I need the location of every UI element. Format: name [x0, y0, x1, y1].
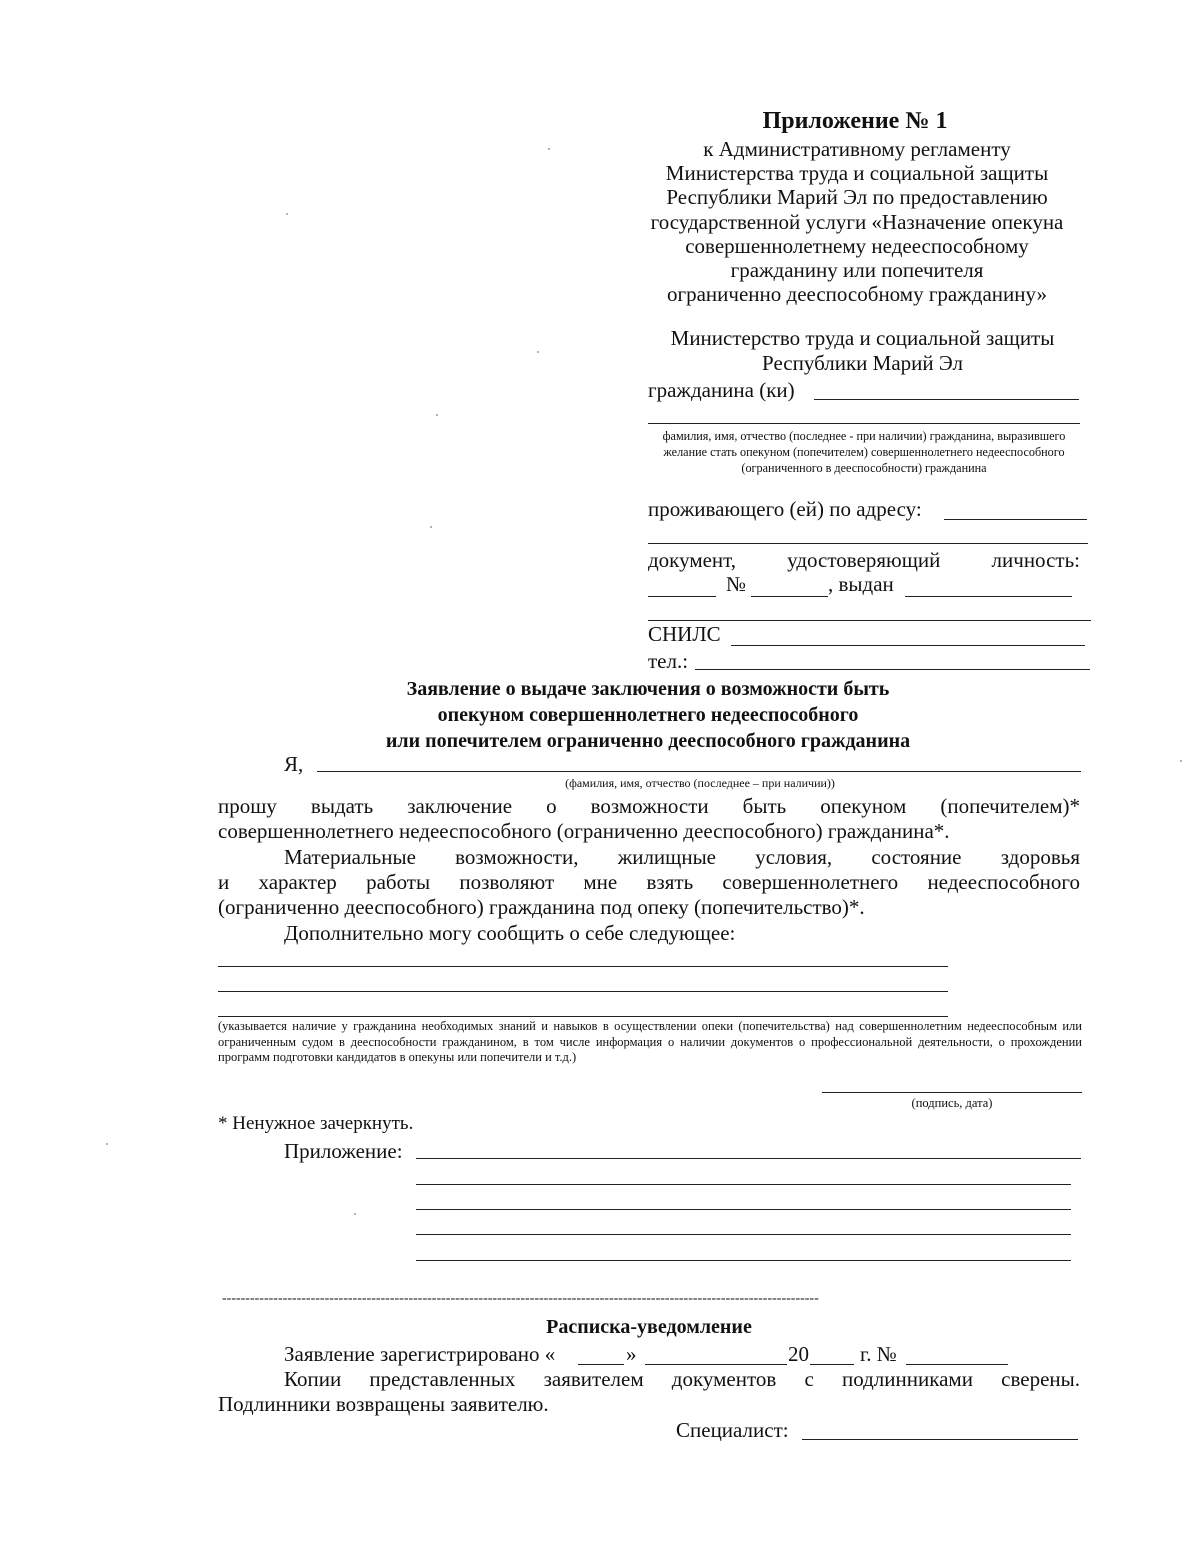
id-document-extra-field[interactable] — [648, 620, 1091, 621]
request-paragraph — [218, 794, 1080, 844]
attachment-field-1[interactable] — [416, 1158, 1081, 1159]
appendix-line: Министерства труда и социальной защиты — [665, 161, 1049, 186]
statement-title-line: Заявление о выдаче заключения о возможности быть — [406, 678, 890, 700]
signature-field[interactable] — [822, 1092, 1082, 1093]
statement-title — [218, 676, 1078, 754]
scan-speck — [537, 351, 539, 353]
appendix-title: Приложение № 1 — [762, 108, 948, 134]
address-label: проживающего (ей) по адресу: — [648, 497, 922, 521]
applicant-name-field[interactable] — [317, 771, 1081, 772]
registration-day-field[interactable] — [578, 1364, 624, 1365]
snils-field[interactable] — [731, 645, 1085, 646]
citizen-hint: фамилия, имя, отчество (последнее - при наличии) гражданина, выразившего желание стать опекуном (попечителем) совершеннолетнего недееспособного (ограниченного в дееспособности) гражданина — [662, 429, 1066, 475]
phone-field[interactable] — [695, 669, 1090, 670]
scan-speck — [548, 148, 550, 150]
attachment-label: Приложение: — [284, 1139, 403, 1163]
attachment-field-2[interactable] — [416, 1184, 1071, 1185]
address-field-2[interactable] — [648, 543, 1088, 544]
additional-info-label: Дополнительно могу сообщить о себе следующее: — [284, 921, 736, 945]
address-field[interactable] — [944, 519, 1087, 520]
statement-title-line: или попечителем ограниченно дееспособного гражданина — [385, 730, 911, 752]
ministry-line: Министерство труда и социальной защиты — [670, 326, 1055, 350]
attachment-field-5[interactable] — [416, 1260, 1071, 1261]
request-line: совершеннолетнего недееспособного (ограниченно дееспособного) гражданина*. — [218, 819, 950, 843]
id-document-issued-label: , выдан — [828, 572, 894, 596]
receipt-title: Расписка-уведомление — [546, 1316, 752, 1338]
citizen-label: гражданина (ки) — [648, 378, 795, 402]
signature-hint: (подпись, дата) — [911, 1096, 993, 1110]
copies-paragraph — [218, 1367, 1080, 1417]
citizen-name-field[interactable] — [814, 399, 1079, 400]
material-paragraph — [218, 845, 1080, 920]
scan-speck — [430, 526, 432, 528]
material-line: (ограниченно дееспособного) гражданина под опеку (попечительство)*. — [218, 895, 865, 919]
snils-label: СНИЛС — [648, 622, 721, 646]
id-document-label: документ, удостоверяющий личность: — [648, 548, 1080, 572]
appendix-line: государственной услуги «Назначение опекуна — [650, 209, 1064, 234]
registration-prefix: Заявление зарегистрировано « — [284, 1342, 556, 1366]
appendix-line: к Административному регламенту — [703, 137, 1011, 161]
applicant-name-hint: (фамилия, имя, отчество (последнее – при наличии)) — [565, 776, 835, 790]
scan-speck — [106, 1143, 108, 1145]
copies-line: Подлинники возвращены заявителю. — [218, 1392, 549, 1416]
registration-line — [284, 1342, 555, 1367]
cut-line-separator: -------------------------------------------------------------------------------------------------------------------------------- — [222, 1294, 819, 1304]
appendix-line: совершеннолетнему недееспособному — [685, 233, 1029, 258]
material-line: Материальные возможности, жилищные условия, состояние здоровья — [284, 845, 1080, 869]
scan-speck — [436, 414, 438, 416]
id-document-issued-field[interactable] — [905, 596, 1072, 597]
registration-year-prefix: 20 — [788, 1342, 809, 1366]
registration-month-field[interactable] — [645, 1364, 787, 1365]
ministry-line: Республики Марий Эл — [762, 351, 963, 375]
scan-speck — [1180, 760, 1182, 762]
attachment-field-3[interactable] — [416, 1209, 1071, 1210]
scan-speck — [286, 213, 288, 215]
registration-number-label: г. № — [860, 1342, 897, 1366]
citizen-name-field-2[interactable] — [648, 423, 1080, 424]
id-document-number-label: № — [726, 572, 747, 596]
additional-info-hint: (указывается наличие у гражданина необходимых знаний и навыков в осуществлении опеки (попечительства) над совершеннолетним недееспособным или ограниченным судом в дееспособности гражданином, в том числе информация о наличии документов о профессиональной деятельности, о прохождении программ подготовки кандидатов в опекуны или попечители и т.д.) — [218, 1019, 1082, 1064]
registration-year-field[interactable] — [810, 1364, 854, 1365]
phone-label: тел.: — [648, 649, 689, 673]
appendix-line: гражданину или попечителя — [730, 258, 984, 283]
appendix-line: Республики Марий Эл по предоставлению — [666, 185, 1048, 210]
footnote: * Ненужное зачеркнуть. — [218, 1113, 414, 1134]
specialist-label: Специалист: — [676, 1418, 789, 1442]
applicant-label: Я, — [284, 752, 304, 776]
appendix-line: ограниченно дееспособному гражданину» — [666, 282, 1048, 307]
registration-number-field[interactable] — [906, 1364, 1008, 1365]
additional-info-field-1[interactable] — [218, 966, 948, 967]
additional-info-field-2[interactable] — [218, 991, 948, 992]
registration-quote-close: » — [626, 1342, 637, 1366]
attachment-field-4[interactable] — [416, 1234, 1071, 1235]
copies-line: Копии представленных заявителем документов с подлинниками сверены. — [284, 1367, 1080, 1391]
material-line: и характер работы позволяют мне взять совершеннолетнего недееспособного — [218, 870, 1080, 894]
statement-title-line: опекуном совершеннолетнего недееспособного — [437, 704, 859, 726]
id-document-series-field[interactable] — [648, 596, 716, 597]
additional-info-field-3[interactable] — [218, 1016, 948, 1017]
request-line: прошу выдать заключение о возможности быть опекуном (попечителем)* — [218, 794, 1080, 818]
appendix-subtitle — [628, 137, 1086, 306]
scan-speck — [354, 1213, 356, 1215]
specialist-signature-field[interactable] — [802, 1439, 1078, 1440]
addressee-ministry — [640, 326, 1085, 376]
id-document-number-field[interactable] — [751, 596, 828, 597]
